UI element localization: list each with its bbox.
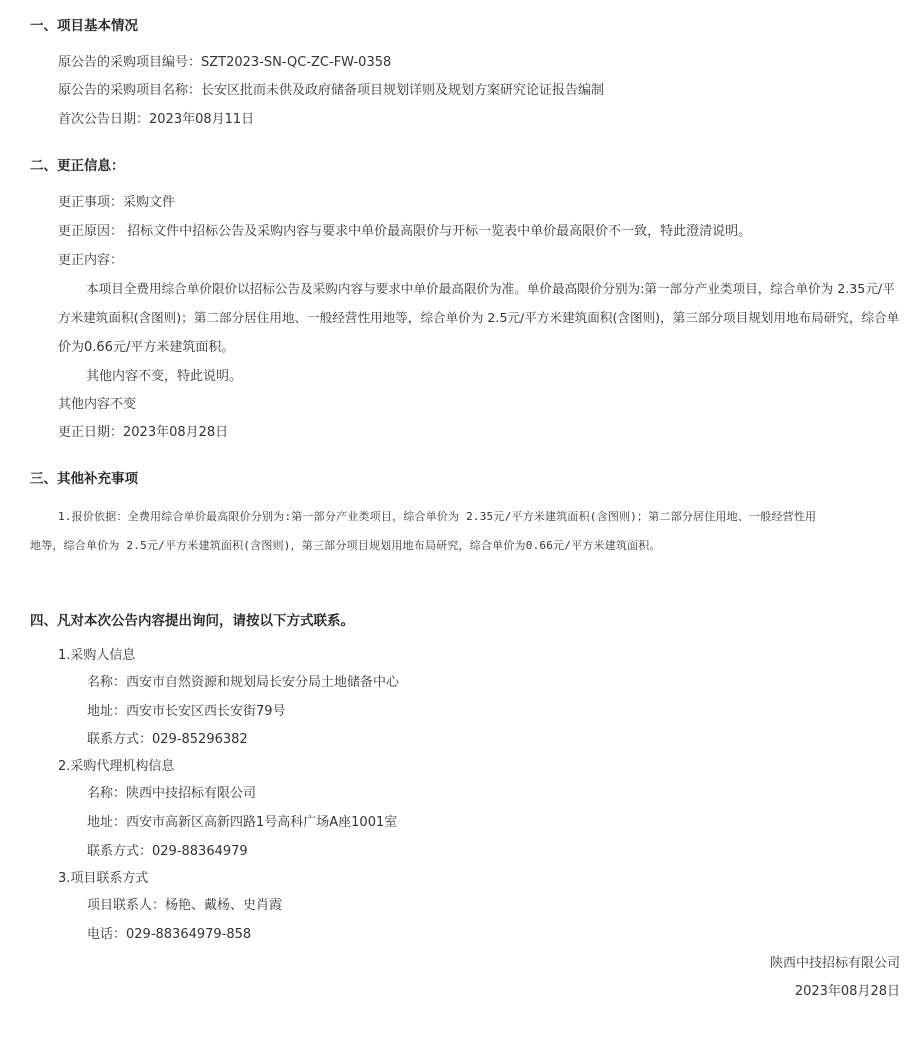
correction-date: 更正日期：2023年08月28日 [58,425,229,440]
first-announcement-date: 首次公告日期：2023年08月11日 [58,112,255,127]
project-contact-title: 3.项目联系方式 [58,871,149,886]
agent-address: 地址：西安市高新区高新四路1号高科广场A座1001室 [87,815,398,830]
agent-phone: 联系方式：029-88364979 [87,844,248,859]
buyer-address: 地址：西安市长安区西长安街79号 [87,704,286,719]
signature-date: 2023年08月28日 [794,984,900,999]
buyer-name: 名称：西安市自然资源和规划局长安分局土地储备中心 [87,675,400,690]
agent-info-title: 2.采购代理机构信息 [58,759,175,774]
correction-content-line: 方米建筑面积(含图则)；第二部分居住用地、一般经营性用地等，综合单价为 2.5元/平方米建筑面积(含图则)，第三部分项目规划用地布局研究，综合单 [58,310,900,325]
correction-content-line: 本项目全费用综合单价限价以招标公告及采购内容与要求中单价最高限价为准。单价最高限价分别为:第一部分产业类项目，综合单价为 2.35元/平 [86,281,895,296]
buyer-phone: 联系方式：029-85296382 [87,732,248,747]
correction-reason: 更正原因： 招标文件中招标公告及采购内容与要求中单价最高限价与开标一览表中单价最高限价不一致，特此澄清说明。 [58,224,752,239]
project-name: 原公告的采购项目名称：长安区批而未供及政府储备项目规划详则及规划方案研究论证报告编制 [58,83,605,98]
supplementary-text-line: 1.报价依据：全费用综合单价最高限价分别为:第一部分产业类项目，综合单价为 2.35元/平方米建筑面积(含图则)；第二部分居住用地、一般经营性用 [58,510,817,523]
other-unchanged: 其他内容不变 [58,397,137,412]
section-heading-supplementary: 三、其他补充事项 [30,471,138,487]
correction-content-label: 更正内容： [58,253,124,268]
supplementary-text-line: 地等，综合单价为 2.5元/平方米建筑面积(含图则)，第三部分项目规划用地布局研究，综合单价为0.66元/平方米建筑面积。 [30,539,661,552]
correction-item: 更正事项：采购文件 [58,195,176,210]
section-heading-contact: 四、凡对本次公告内容提出询问，请按以下方式联系。 [30,613,354,629]
signature-organization: 陕西中技招标有限公司 [769,956,900,971]
correction-content-line: 价为0.66元/平方米建筑面积。 [58,340,235,355]
correction-content-note: 其他内容不变，特此说明。 [86,369,243,384]
buyer-info-title: 1.采购人信息 [58,648,136,663]
section-heading-basic: 一、项目基本情况 [30,18,138,34]
project-contact-phone: 电话：029-88364979-858 [87,927,252,942]
project-contact-person: 项目联系人：杨艳、戴杨、史肖霞 [87,898,283,913]
section-heading-correction: 二、更正信息： [30,158,125,174]
agent-name: 名称：陕西中技招标有限公司 [87,786,257,801]
project-number: 原公告的采购项目编号：SZT2023-SN-QC-ZC-FW-0358 [58,55,392,70]
